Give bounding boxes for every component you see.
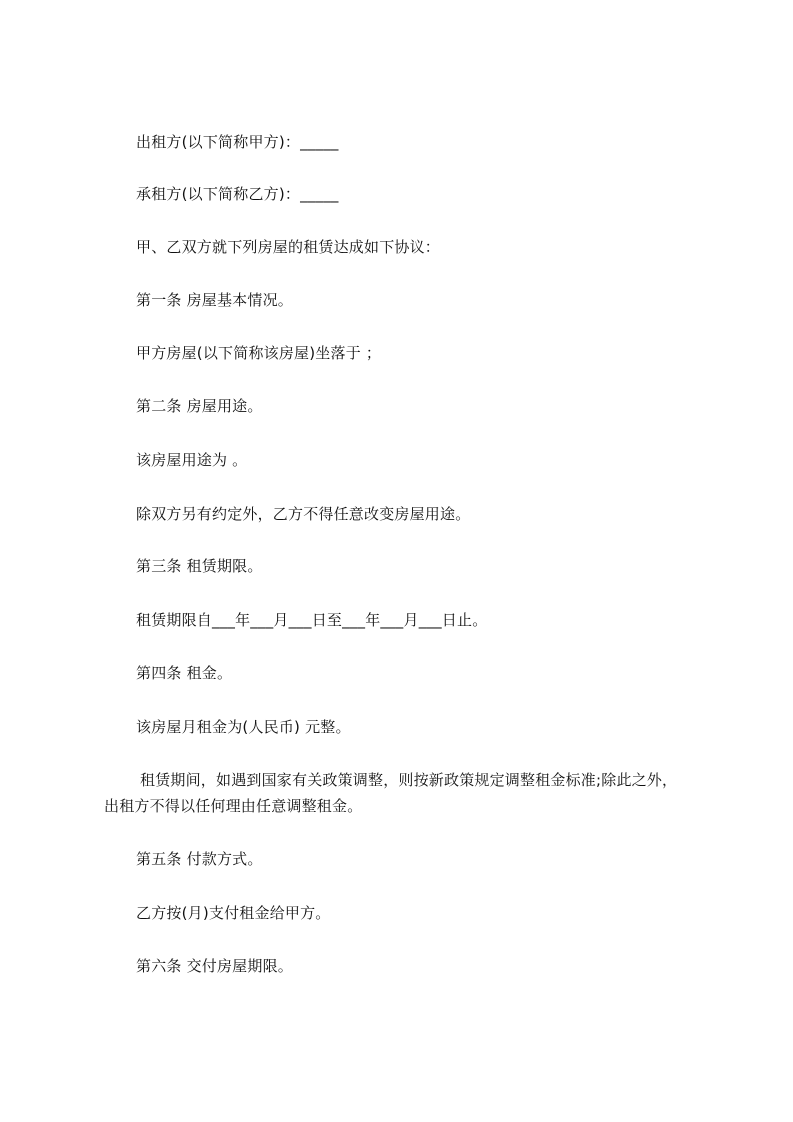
article-3-heading: 第三条 租赁期限。 (136, 557, 263, 575)
article-4-heading: 第四条 租金。 (136, 664, 233, 682)
monthly-rent-line: 该房屋月租金为(人民币) 元整。 (136, 718, 351, 736)
lessor-line: 出租方(以下简称甲方)：_____ (136, 133, 339, 151)
rent-adjustment-line-2: 出租方不得以任何理由任意调整租金。 (104, 797, 363, 815)
payment-method-line: 乙方按(月)支付租金给甲方。 (136, 904, 331, 922)
rent-adjustment-line-1: 租赁期间，如遇到国家有关政策调整，则按新政策规定调整租金标准;除此之外， (140, 771, 678, 789)
agreement-intro: 甲、乙双方就下列房屋的租赁达成如下协议： (136, 238, 441, 256)
article-5-heading: 第五条 付款方式。 (136, 850, 263, 868)
property-location-line: 甲方房屋(以下简称该房屋)坐落于 ； (136, 344, 382, 362)
article-2-heading: 第二条 房屋用途。 (136, 397, 263, 415)
property-use-line: 该房屋用途为 。 (136, 451, 248, 469)
article-1-heading: 第一条 房屋基本情况。 (136, 291, 293, 309)
article-6-heading: 第六条 交付房屋期限。 (136, 957, 293, 975)
lease-term-line: 租赁期限自___年___月___日至___年___月___日止。 (136, 611, 488, 629)
rent-adjustment-paragraph (104, 767, 700, 819)
use-restriction-line: 除双方另有约定外，乙方不得任意改变房屋用途。 (136, 505, 471, 523)
lessee-line: 承租方(以下简称乙方)：_____ (136, 185, 339, 203)
